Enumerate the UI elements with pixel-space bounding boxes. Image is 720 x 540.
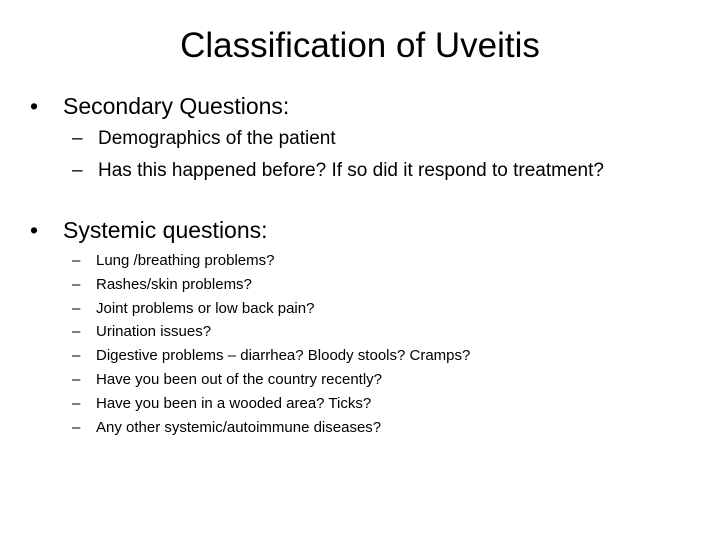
list-item-text: Have you been out of the country recently? (96, 371, 383, 388)
dash-marker: – (72, 323, 81, 340)
dash-marker: – (72, 128, 83, 149)
list-item-text: Lung /breathing problems? (96, 252, 275, 269)
dash-marker: – (72, 419, 81, 436)
dash-marker: – (72, 300, 81, 317)
dash-marker: – (72, 371, 81, 388)
sub-item-text: Demographics of the patient (98, 128, 336, 149)
dash-marker: – (72, 160, 83, 181)
list-item-text: Have you been in a wooded area? Ticks? (96, 395, 372, 412)
slide-title: Classification of Uveitis (180, 26, 540, 65)
dash-marker: – (72, 276, 81, 293)
section-heading: Secondary Questions: (63, 93, 290, 119)
list-item-text: Rashes/skin problems? (96, 276, 252, 293)
list-item-text: Joint problems or low back pain? (96, 300, 315, 317)
dash-marker: – (72, 347, 81, 364)
sub-item-text: Has this happened before? If so did it respond to treatment? (98, 160, 604, 181)
section-heading: Systemic questions: (63, 217, 268, 243)
dash-marker: – (72, 252, 81, 269)
list-item-text: Any other systemic/autoimmune diseases? (96, 419, 382, 436)
list-item-text: Digestive problems – diarrhea? Bloody stools? Cramps? (96, 347, 471, 364)
bullet-marker: • (30, 93, 39, 119)
bullet-marker: • (30, 217, 39, 243)
dash-marker: – (72, 395, 81, 412)
list-item-text: Urination issues? (96, 323, 212, 340)
